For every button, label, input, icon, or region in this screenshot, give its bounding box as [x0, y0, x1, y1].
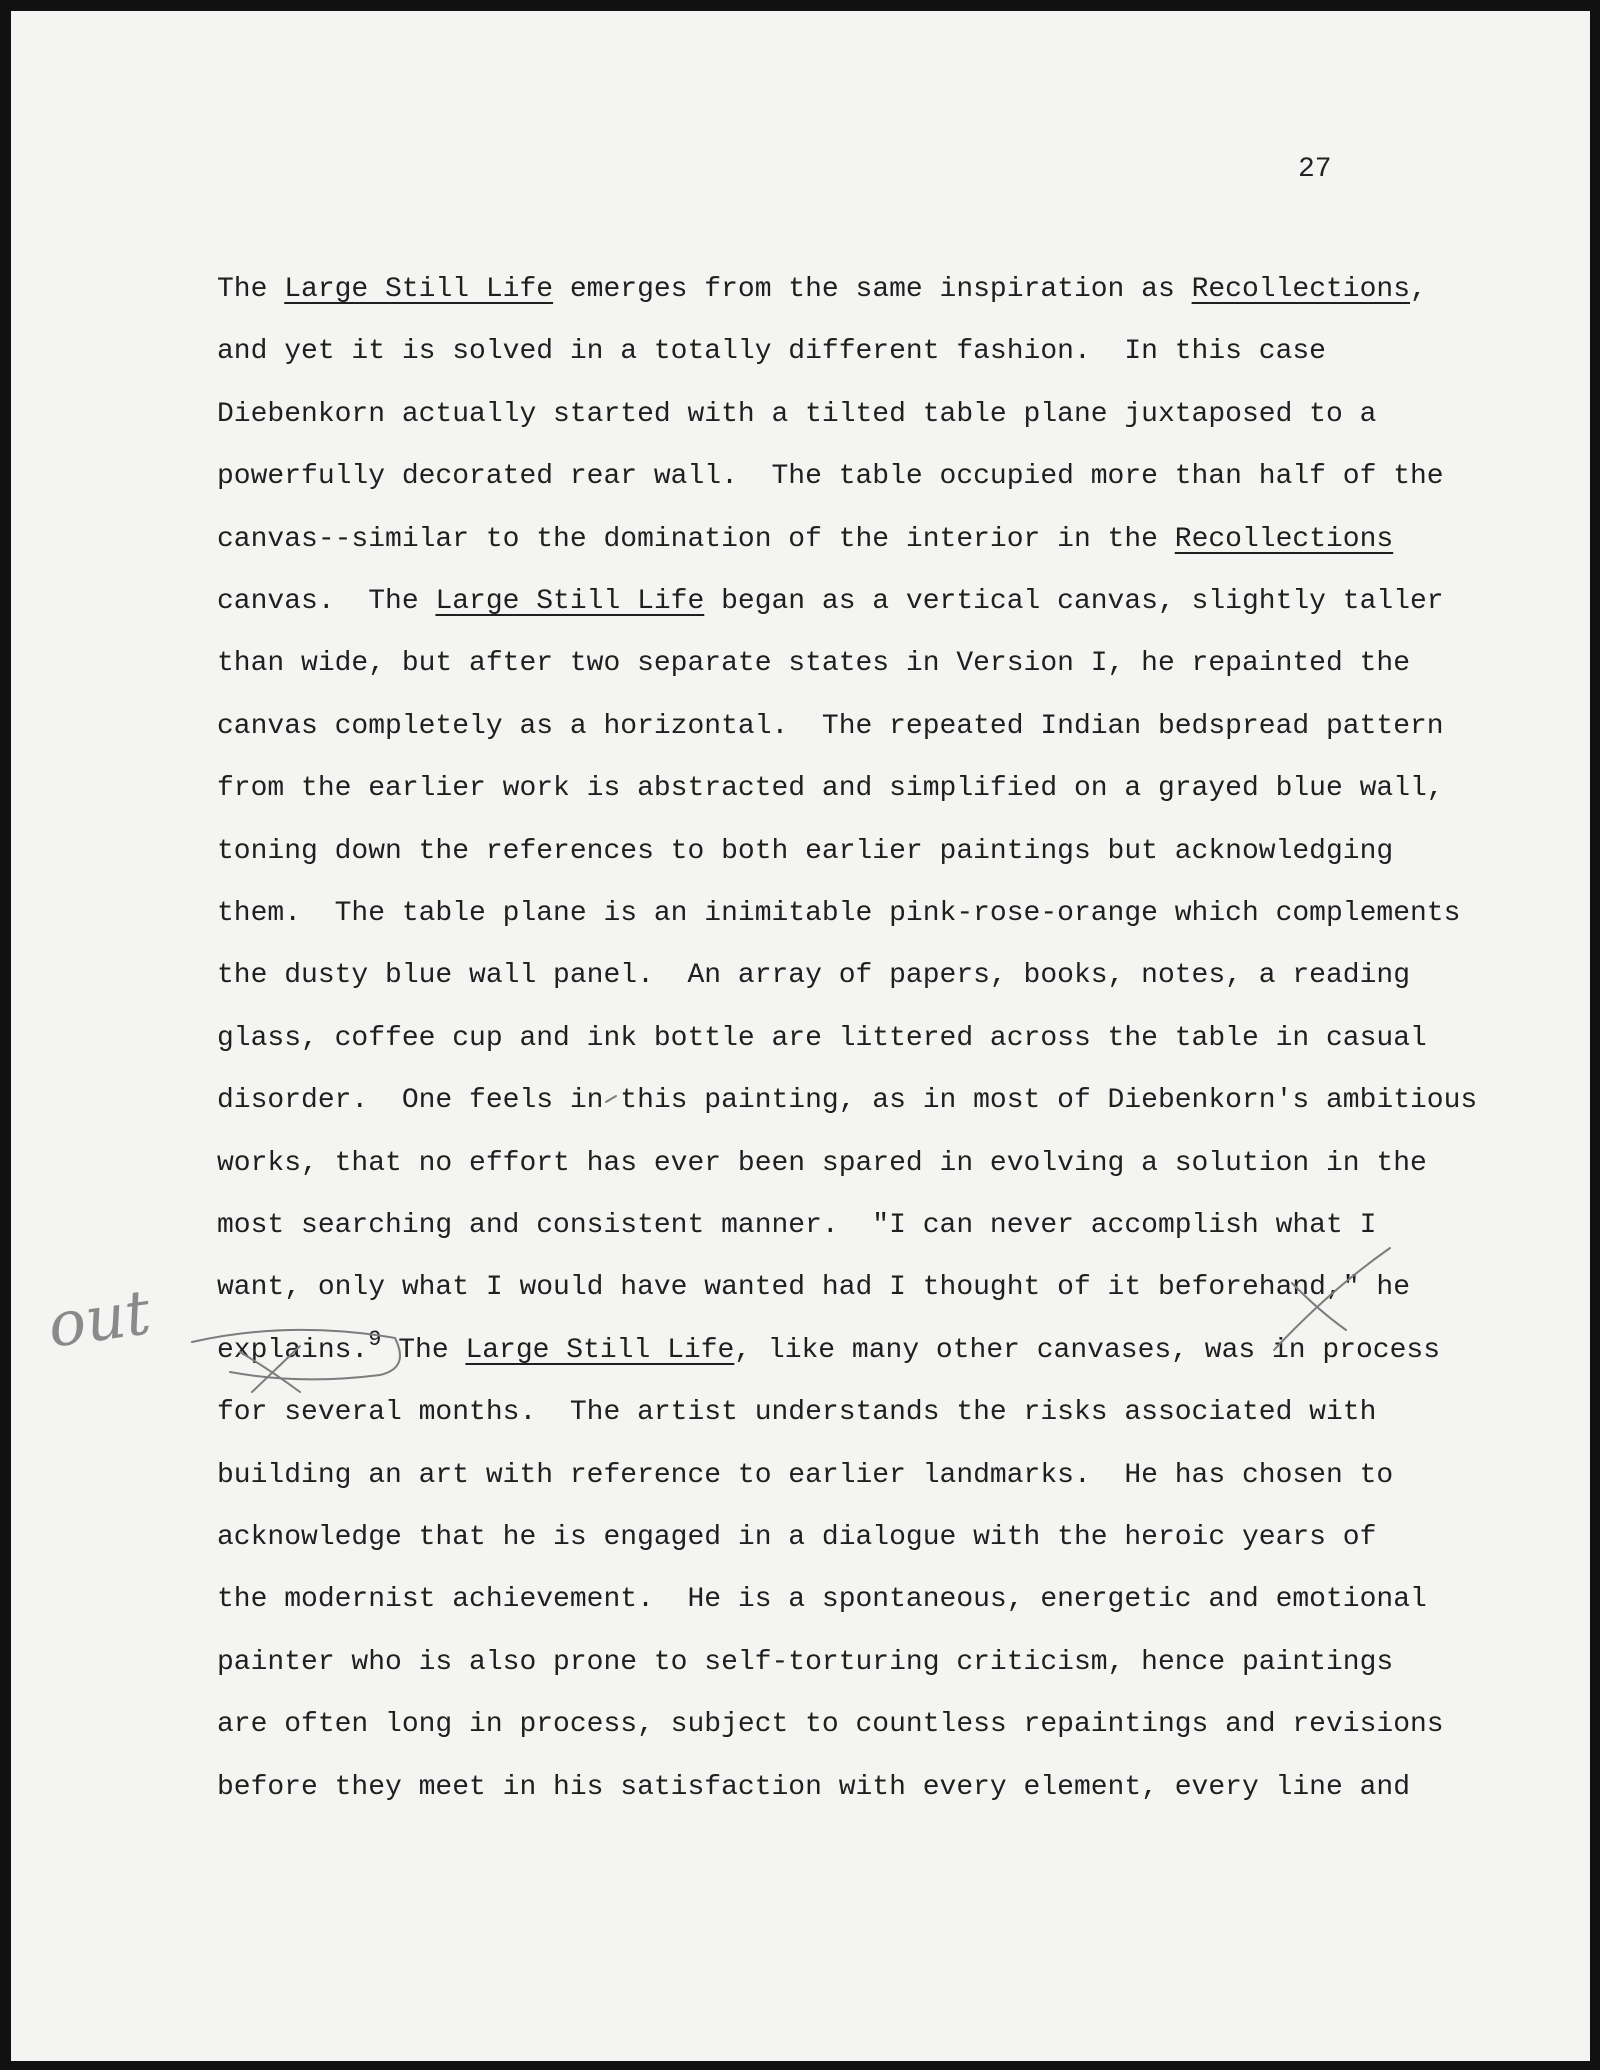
text-line-17: want, only what I would have wanted had I thought of it beforehand," he [217, 1272, 1410, 1303]
text-line-23: painter who is also prone to self-torturing criticism, hence paintings [217, 1647, 1394, 1678]
title-large-still-life: Large Still Life [435, 586, 705, 617]
text-line-4: powerfully decorated rear wall. The table occupied more than half of the [217, 461, 1444, 492]
text-line-20: building an art with reference to earlier landmarks. He has chosen to [217, 1460, 1394, 1491]
text-line-10: toning down the references to both earlier paintings but acknowledging [217, 836, 1394, 867]
text-line-9: from the earlier work is abstracted and simplified on a grayed blue wall, [217, 773, 1444, 804]
text-line-21: acknowledge that he is engaged in a dialogue with the heroic years of [217, 1522, 1377, 1553]
text-line-13: glass, coffee cup and ink bottle are littered across the table in casual [217, 1023, 1427, 1054]
title-large-still-life: Large Still Life [284, 274, 554, 305]
text-line-25: before they meet in his satisfaction with every element, every line and [217, 1772, 1410, 1803]
text-line-16: most searching and consistent manner. "I can never accomplish what I [217, 1210, 1377, 1241]
text-line-8: canvas completely as a horizontal. The repeated Indian bedspread pattern [217, 711, 1444, 742]
page-number: 27 [1298, 154, 1332, 185]
title-recollections: Recollections [1174, 524, 1394, 555]
text-line-14: disorder. One feels in this painting, as in most of Diebenkorn's ambitious [217, 1085, 1478, 1116]
text-line-24: are often long in process, subject to countless repaintings and revisions [217, 1709, 1444, 1740]
text-line-19: for several months. The artist understands the risks associated with [217, 1397, 1377, 1428]
text-line-18: explains.$^9$ The Large Still Life, like many other canvases, was in process [217, 1327, 1441, 1366]
text-line-7: than wide, but after two separate states in Version I, he repainted the [217, 648, 1410, 679]
text-line-11: them. The table plane is an inimitable pink-rose-orange which complements [217, 898, 1461, 929]
text-line-12: the dusty blue wall panel. An array of papers, books, notes, a reading [217, 960, 1410, 991]
title-large-still-life: Large Still Life [465, 1335, 735, 1366]
footnote-reference: 9 [368, 1327, 382, 1352]
text-line-15: works, that no effort has ever been spared in evolving a solution in the [217, 1148, 1427, 1179]
text-line-3: Diebenkorn actually started with a tilted table plane juxtaposed to a [217, 399, 1377, 430]
text-line-2: and yet it is solved in a totally different fashion. In this case [217, 336, 1326, 367]
text-line-22: the modernist achievement. He is a spontaneous, energetic and emotional [217, 1584, 1427, 1615]
title-recollections: Recollections [1191, 274, 1411, 305]
text-line-5: canvas--similar to the domination of the interior in the Recollections [217, 524, 1394, 555]
text-line-6: canvas. The Large Still Life began as a vertical canvas, slightly taller [217, 586, 1444, 617]
text-line-1: The Large Still Life emerges from the same inspiration as Recollections, [217, 274, 1427, 305]
margin-note-out: out [43, 1275, 155, 1362]
